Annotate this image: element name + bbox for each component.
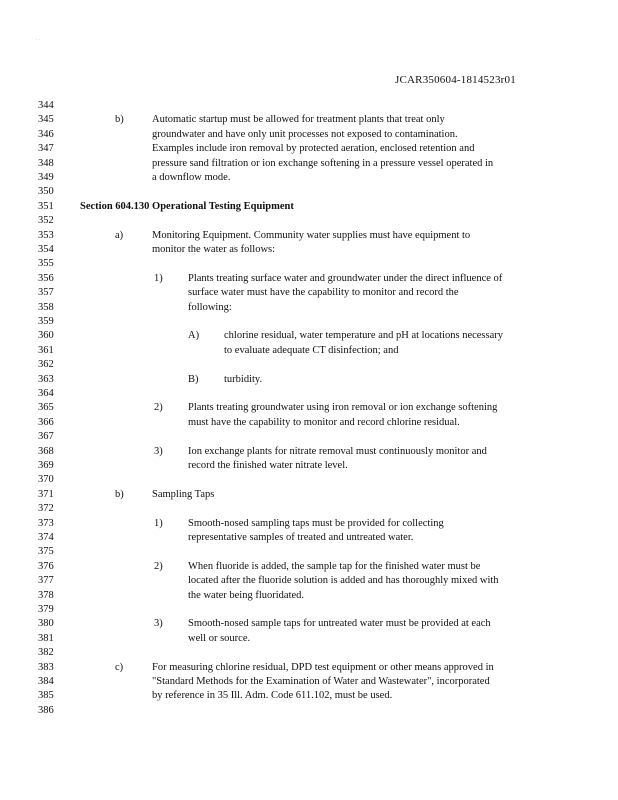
body-text: When fluoride is added, the sample tap for the finished water must be [188,560,481,572]
body-text: Smooth-nosed sample taps for untreated water must be provided at each [188,618,491,630]
line-number: 381 [38,632,54,644]
line-number: 375 [38,546,54,558]
body-text: located after the fluoride solution is added and has thoroughly mixed with [188,575,499,587]
subitem-label: A) [188,330,200,342]
item-label: 1) [154,272,163,284]
line-number: 367 [38,431,54,443]
line-number: 374 [38,532,54,543]
body-text: must have the capability to monitor and record chlorine residual. [188,416,460,428]
subsection-label: b) [115,488,124,500]
line-number: 360 [38,330,54,342]
line-number: 385 [38,690,54,702]
subsection-label: c) [115,661,124,673]
line-number: 359 [38,316,54,327]
line-number: 350 [38,186,54,198]
line-number: 384 [38,676,54,687]
body-text: by reference in 35 Ill. Adm. Code 611.102, must be used. [152,690,393,702]
body-text: Examples include iron removal by protected aeration, enclosed retention and [152,143,475,155]
item-label: 3) [154,618,163,630]
line-number: 355 [38,258,54,270]
line-number: 370 [38,474,54,486]
body-text: record the finished water nitrate level. [188,460,348,471]
body-text: chlorine residual, water temperature and pH at locations necessary [224,330,504,342]
line-number: 361 [38,344,54,356]
scan-specks: . . [36,36,41,42]
line-number: 383 [38,661,54,673]
line-number: 364 [38,388,54,399]
line-number: 353 [38,229,54,241]
body-text: For measuring chlorine residual, DPD test equipment or other means approved in [152,661,494,673]
line-number: 357 [38,287,54,299]
item-label: 2) [154,402,163,414]
line-number: 372 [38,503,54,515]
body-text: Ion exchange plants for nitrate removal must continuously monitor and [188,445,487,457]
line-number: 346 [38,128,54,140]
line-number: 382 [38,647,54,659]
body-text: Automatic startup must be allowed for treatment plants that treat only [152,114,445,126]
line-number: 351 [38,200,54,212]
line-number: 377 [38,575,54,587]
body-text: to evaluate adequate CT disinfection; and [224,344,399,356]
body-text: groundwater and have only unit processes not exposed to contamination. [152,128,458,140]
line-number: 347 [38,143,54,155]
line-number: 354 [38,244,54,255]
line-number: 379 [38,604,54,615]
line-number: 371 [38,488,54,500]
body-text: monitor the water as follows: [152,244,276,255]
line-number: 348 [38,157,54,169]
subitem-label: B) [188,373,199,385]
line-number: 366 [38,416,54,428]
item-label: 3) [154,445,163,457]
subsection-label: a) [115,229,124,241]
body-text: surface water must have the capability to monitor and record the [188,287,459,299]
body-text: well or source. [188,632,251,644]
line-number: 358 [38,301,54,313]
subsection-label: b) [115,114,124,126]
body-text: a downflow mode. [152,172,231,183]
line-number: 345 [38,114,54,126]
line-number: 352 [38,215,54,227]
line-number: 380 [38,618,54,630]
body-text: pressure sand filtration or ion exchange softening in a pressure vessel operated in [152,157,494,169]
line-number: 368 [38,445,54,457]
line-number: 356 [38,272,54,284]
body-text: the water being fluoridated. [188,589,305,601]
body-text: "Standard Methods for the Examination of Water and Wastewater", incorporated [152,676,490,687]
line-number: 386 [38,704,54,716]
line-number: 362 [38,359,54,371]
body-text: Plants treating surface water and groundwater under the direct influence of [188,272,503,284]
line-number: 378 [38,589,54,601]
body-text: representative samples of treated and untreated water. [188,532,414,543]
item-label: 2) [154,560,163,572]
section-heading: Section 604.130 Operational Testing Equipment [80,200,294,212]
body-text: Smooth-nosed sampling taps must be provided for collecting [188,517,444,529]
document-id: JCAR350604-1814523r01 [395,74,516,86]
line-number: 376 [38,560,54,572]
line-number: 349 [38,172,54,183]
line-number: 344 [38,100,54,111]
line-number: 365 [38,402,54,414]
line-number: 369 [38,460,54,471]
item-label: 1) [154,517,163,529]
body-text: Monitoring Equipment. Community water supplies must have equipment to [152,229,471,241]
body-text: turbidity. [224,373,263,385]
body-text: following: [188,301,232,313]
line-number: 373 [38,517,54,529]
subsection-title: Sampling Taps [152,488,215,500]
body-text: Plants treating groundwater using iron removal or ion exchange softening [188,402,498,414]
line-number: 363 [38,373,54,385]
